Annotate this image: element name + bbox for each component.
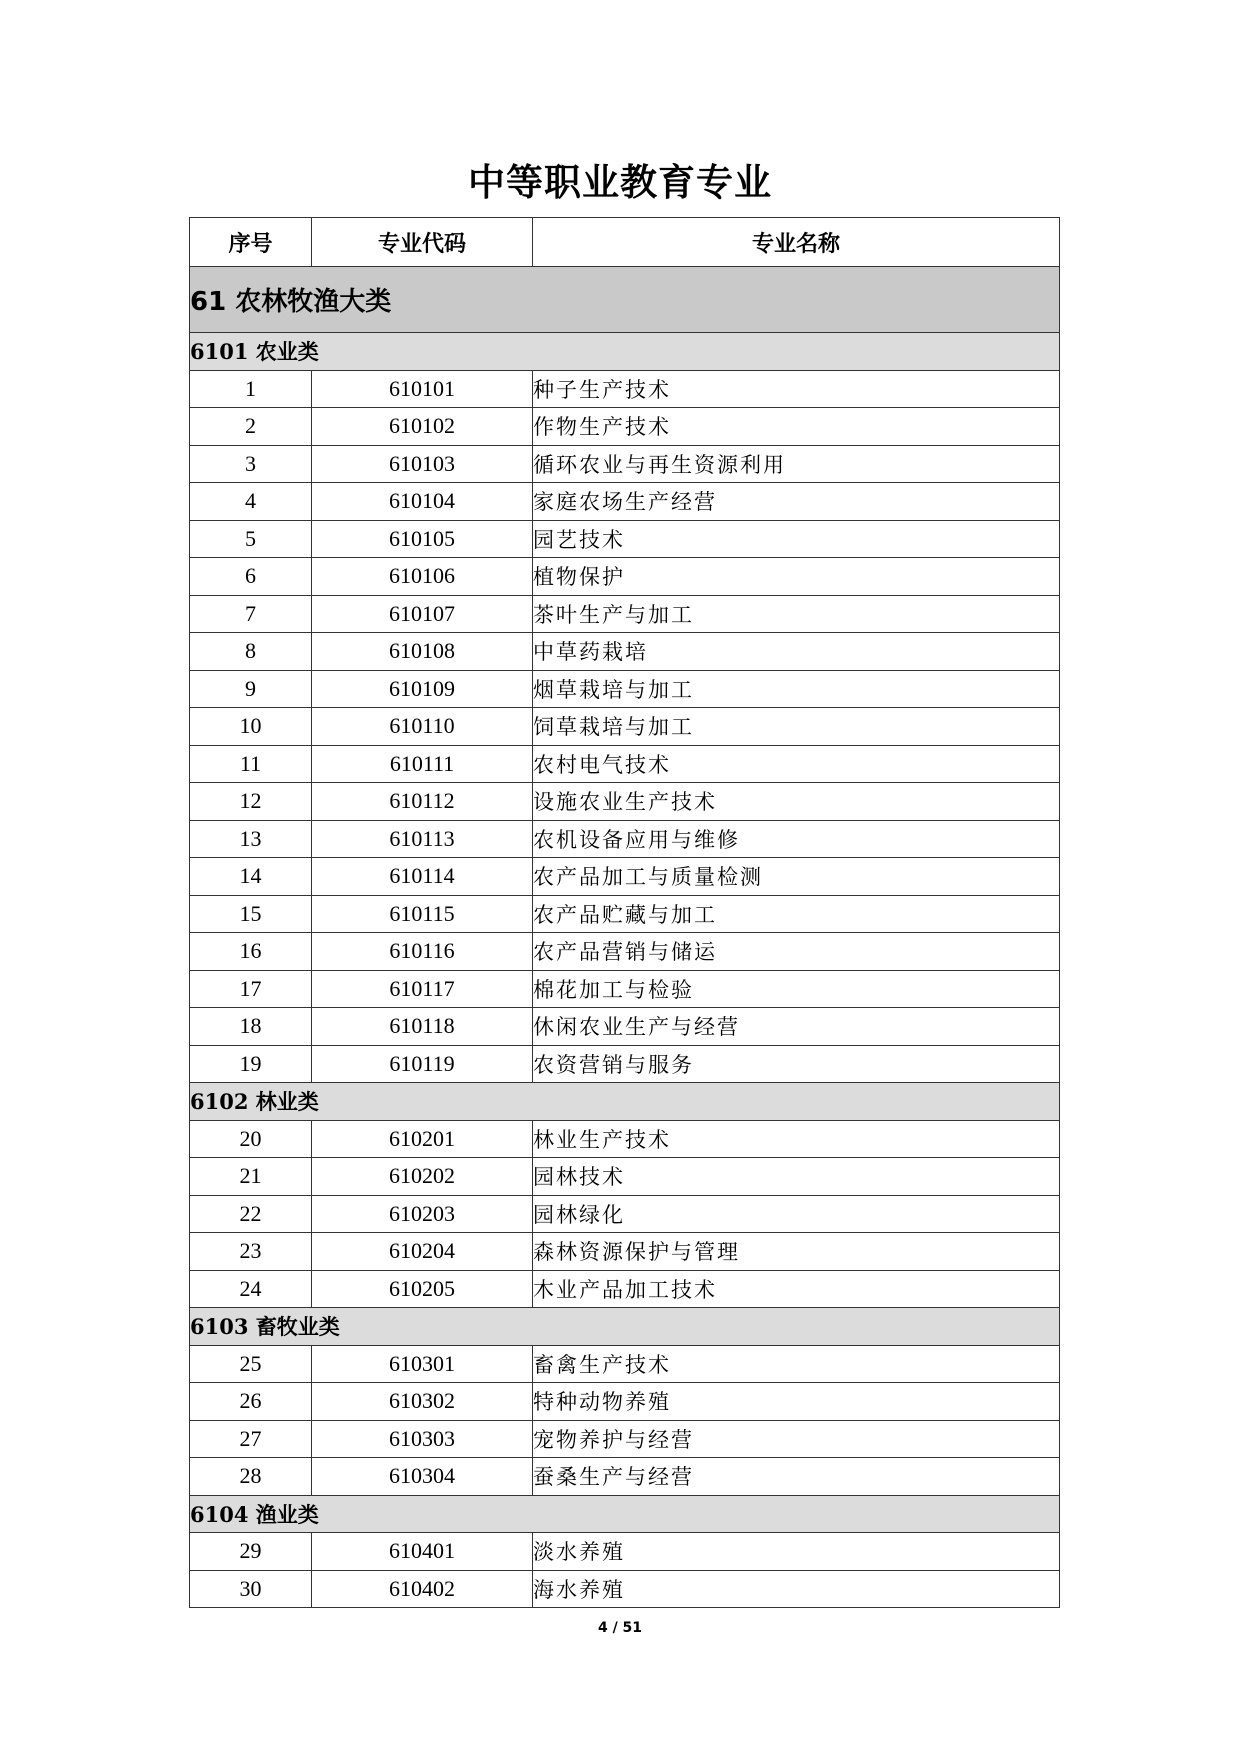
major-code: 610116	[312, 933, 533, 971]
major-code: 610107	[312, 595, 533, 633]
major-name: 农村电气技术	[533, 745, 1060, 783]
row-index: 15	[190, 895, 312, 933]
major-code: 610119	[312, 1045, 533, 1083]
table-row	[190, 895, 1060, 933]
subcategory-label: 6103 畜牧业类	[190, 1308, 1060, 1346]
row-index: 1	[190, 370, 312, 408]
subcategory-row	[190, 1308, 1060, 1346]
table-row	[190, 1383, 1060, 1421]
row-index: 9	[190, 670, 312, 708]
row-index: 4	[190, 483, 312, 521]
table-row	[190, 970, 1060, 1008]
subcategory-label: 6101 农业类	[190, 333, 1060, 371]
row-index: 7	[190, 595, 312, 633]
major-name: 林业生产技术	[533, 1120, 1060, 1158]
row-index: 12	[190, 783, 312, 821]
major-name: 家庭农场生产经营	[533, 483, 1060, 521]
table-row	[190, 1458, 1060, 1496]
major-code: 610301	[312, 1345, 533, 1383]
major-name: 淡水养殖	[533, 1533, 1060, 1571]
table-row	[190, 783, 1060, 821]
major-name: 森林资源保护与管理	[533, 1233, 1060, 1271]
row-index: 6	[190, 558, 312, 596]
subcategory-row	[190, 1495, 1060, 1533]
category-row	[190, 267, 1060, 333]
major-name: 茶叶生产与加工	[533, 595, 1060, 633]
major-code: 610201	[312, 1120, 533, 1158]
row-index: 21	[190, 1158, 312, 1196]
row-index: 26	[190, 1383, 312, 1421]
major-code: 610109	[312, 670, 533, 708]
major-name: 园林技术	[533, 1158, 1060, 1196]
major-code: 610117	[312, 970, 533, 1008]
header-name: 专业名称	[533, 218, 1060, 267]
table-header-row	[190, 218, 1060, 267]
table-row	[190, 708, 1060, 746]
row-index: 5	[190, 520, 312, 558]
major-name: 农机设备应用与维修	[533, 820, 1060, 858]
major-code: 610401	[312, 1533, 533, 1571]
row-index: 2	[190, 408, 312, 446]
major-code: 610115	[312, 895, 533, 933]
major-name: 设施农业生产技术	[533, 783, 1060, 821]
header-index: 序号	[190, 218, 312, 267]
row-index: 20	[190, 1120, 312, 1158]
major-code: 610303	[312, 1420, 533, 1458]
major-name: 循环农业与再生资源利用	[533, 445, 1060, 483]
major-code: 610302	[312, 1383, 533, 1421]
table-row	[190, 408, 1060, 446]
row-index: 23	[190, 1233, 312, 1271]
table-row	[190, 1270, 1060, 1308]
row-index: 16	[190, 933, 312, 971]
major-name: 作物生产技术	[533, 408, 1060, 446]
major-code: 610111	[312, 745, 533, 783]
table-row	[190, 933, 1060, 971]
major-name: 蚕桑生产与经营	[533, 1458, 1060, 1496]
table-row	[190, 1345, 1060, 1383]
major-code: 610114	[312, 858, 533, 896]
table-row	[190, 1008, 1060, 1046]
row-index: 30	[190, 1570, 312, 1608]
subcategory-row	[190, 333, 1060, 371]
row-index: 3	[190, 445, 312, 483]
page-title: 中等职业教育专业	[468, 160, 772, 204]
row-index: 11	[190, 745, 312, 783]
major-code: 610205	[312, 1270, 533, 1308]
table-row	[190, 483, 1060, 521]
major-code: 610103	[312, 445, 533, 483]
major-code: 610102	[312, 408, 533, 446]
subcategory-row	[190, 1083, 1060, 1121]
major-code: 610402	[312, 1570, 533, 1608]
table-row	[190, 1120, 1060, 1158]
row-index: 22	[190, 1195, 312, 1233]
table-row	[190, 1570, 1060, 1608]
major-code: 610101	[312, 370, 533, 408]
row-index: 10	[190, 708, 312, 746]
table-row	[190, 858, 1060, 896]
table-row	[190, 1158, 1060, 1196]
major-name: 饲草栽培与加工	[533, 708, 1060, 746]
major-code: 610202	[312, 1158, 533, 1196]
table-row	[190, 670, 1060, 708]
row-index: 27	[190, 1420, 312, 1458]
row-index: 17	[190, 970, 312, 1008]
major-name: 农产品贮藏与加工	[533, 895, 1060, 933]
major-code: 610204	[312, 1233, 533, 1271]
row-index: 8	[190, 633, 312, 671]
major-name: 园艺技术	[533, 520, 1060, 558]
table-row	[190, 1420, 1060, 1458]
major-code: 610112	[312, 783, 533, 821]
table-row	[190, 1045, 1060, 1083]
table-body	[190, 267, 1060, 1608]
major-name: 烟草栽培与加工	[533, 670, 1060, 708]
major-name: 植物保护	[533, 558, 1060, 596]
row-index: 18	[190, 1008, 312, 1046]
row-index: 19	[190, 1045, 312, 1083]
table-row	[190, 1533, 1060, 1571]
subcategory-label: 6104 渔业类	[190, 1495, 1060, 1533]
subcategory-label: 6102 林业类	[190, 1083, 1060, 1121]
row-index: 25	[190, 1345, 312, 1383]
row-index: 13	[190, 820, 312, 858]
header-code: 专业代码	[312, 218, 533, 267]
major-code: 610113	[312, 820, 533, 858]
row-index: 14	[190, 858, 312, 896]
major-code: 610118	[312, 1008, 533, 1046]
major-code: 610106	[312, 558, 533, 596]
table-row	[190, 820, 1060, 858]
row-index: 29	[190, 1533, 312, 1571]
major-name: 特种动物养殖	[533, 1383, 1060, 1421]
major-name: 园林绿化	[533, 1195, 1060, 1233]
major-code: 610108	[312, 633, 533, 671]
row-index: 28	[190, 1458, 312, 1496]
major-code: 610304	[312, 1458, 533, 1496]
major-name: 农产品加工与质量检测	[533, 858, 1060, 896]
major-name: 中草药栽培	[533, 633, 1060, 671]
table-row	[190, 370, 1060, 408]
major-name: 农产品营销与储运	[533, 933, 1060, 971]
table-row	[190, 445, 1060, 483]
major-code: 610105	[312, 520, 533, 558]
major-name: 农资营销与服务	[533, 1045, 1060, 1083]
majors-table	[189, 217, 1060, 1608]
major-name: 畜禽生产技术	[533, 1345, 1060, 1383]
table-row	[190, 558, 1060, 596]
major-name: 休闲农业生产与经营	[533, 1008, 1060, 1046]
table-row	[190, 633, 1060, 671]
table-row	[190, 1233, 1060, 1271]
major-name: 海水养殖	[533, 1570, 1060, 1608]
table-row	[190, 520, 1060, 558]
major-name: 种子生产技术	[533, 370, 1060, 408]
table-row	[190, 745, 1060, 783]
major-code: 610104	[312, 483, 533, 521]
row-index: 24	[190, 1270, 312, 1308]
major-name: 宠物养护与经营	[533, 1420, 1060, 1458]
table-row	[190, 595, 1060, 633]
major-code: 610203	[312, 1195, 533, 1233]
major-code: 610110	[312, 708, 533, 746]
table-row	[190, 1195, 1060, 1233]
major-name: 棉花加工与检验	[533, 970, 1060, 1008]
major-name: 木业产品加工技术	[533, 1270, 1060, 1308]
page-number: 4 / 51	[597, 1620, 643, 1636]
category-label: 61 农林牧渔大类	[190, 267, 1060, 333]
